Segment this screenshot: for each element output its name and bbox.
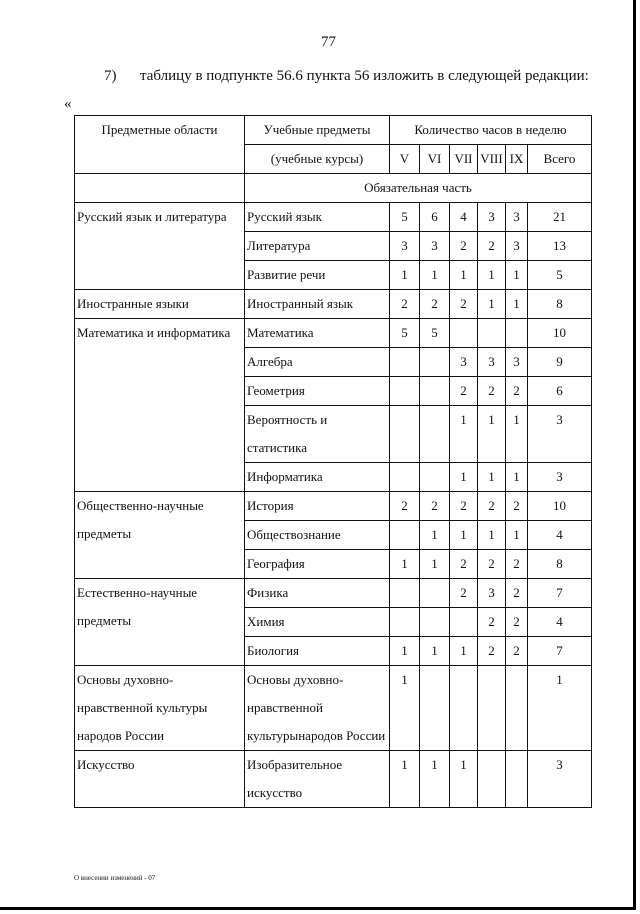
subject-cell: Геометрия [245, 377, 390, 406]
subject-cell: Русский язык [245, 203, 390, 232]
page-number: 77 [321, 34, 336, 50]
area-cell: Математика и информатика [75, 319, 245, 492]
hours-cell: 1 [420, 261, 450, 290]
hours-cell: 1 [506, 521, 528, 550]
total-cell: 1 [528, 666, 592, 751]
hours-cell: 1 [390, 637, 420, 666]
hours-cell: 2 [450, 290, 478, 319]
subject-cell: Химия [245, 608, 390, 637]
hours-cell: 5 [390, 203, 420, 232]
hours-cell [390, 348, 420, 377]
total-cell: 6 [528, 377, 592, 406]
hours-cell [390, 406, 420, 463]
total-cell: 7 [528, 579, 592, 608]
area-cell: Общественно-научные предметы [75, 492, 245, 579]
hours-cell: 3 [506, 232, 528, 261]
table-row [75, 290, 592, 319]
total-cell: 7 [528, 637, 592, 666]
hours-cell: 1 [390, 666, 420, 751]
subject-cell: Информатика [245, 463, 390, 492]
hours-cell [478, 751, 506, 808]
subject-cell: Вероятность и статистика [245, 406, 390, 463]
hours-cell: 1 [450, 521, 478, 550]
header-hours: Количество часов в неделю [390, 116, 592, 145]
intro-text: таблицу в подпункте 56.6 пункта 56 изложить в следующей редакции: [140, 68, 589, 84]
header-grade: V [390, 145, 420, 174]
hours-cell: 1 [390, 550, 420, 579]
header-total: Всего [528, 145, 592, 174]
hours-cell [506, 319, 528, 348]
hours-cell: 3 [506, 203, 528, 232]
hours-cell: 2 [390, 492, 420, 521]
total-cell: 10 [528, 319, 592, 348]
subject-cell: Математика [245, 319, 390, 348]
hours-cell: 1 [390, 751, 420, 808]
header-row-1 [75, 116, 592, 145]
header-subjects-line2: (учебные курсы) [245, 145, 390, 174]
header-grade: VI [420, 145, 450, 174]
hours-cell: 2 [506, 550, 528, 579]
hours-cell: 6 [420, 203, 450, 232]
hours-cell [420, 608, 450, 637]
hours-cell: 1 [390, 261, 420, 290]
total-cell: 10 [528, 492, 592, 521]
hours-cell: 1 [420, 550, 450, 579]
hours-cell [420, 666, 450, 751]
hours-cell [420, 463, 450, 492]
hours-cell [420, 377, 450, 406]
hours-cell: 1 [450, 463, 478, 492]
hours-cell: 3 [420, 232, 450, 261]
area-cell: Естественно-научные предметы [75, 579, 245, 666]
hours-cell: 1 [506, 463, 528, 492]
hours-cell: 2 [506, 377, 528, 406]
hours-cell: 2 [478, 608, 506, 637]
hours-cell [450, 666, 478, 751]
subject-cell: География [245, 550, 390, 579]
intro-number: 7) [104, 68, 117, 84]
hours-cell: 1 [450, 751, 478, 808]
hours-cell: 1 [506, 406, 528, 463]
header-areas: Предметные области [75, 116, 245, 174]
subject-cell: Физика [245, 579, 390, 608]
hours-cell [390, 579, 420, 608]
hours-cell: 1 [506, 290, 528, 319]
hours-cell: 2 [478, 637, 506, 666]
section-blank [75, 174, 245, 203]
hours-cell [390, 521, 420, 550]
intro-paragraph [104, 68, 589, 85]
subject-cell: История [245, 492, 390, 521]
hours-cell [450, 608, 478, 637]
hours-cell [420, 348, 450, 377]
hours-cell: 3 [506, 348, 528, 377]
hours-cell: 2 [478, 492, 506, 521]
hours-cell: 2 [450, 492, 478, 521]
hours-cell: 1 [478, 290, 506, 319]
hours-cell [478, 319, 506, 348]
hours-cell [420, 406, 450, 463]
curriculum-table [74, 115, 592, 808]
hours-cell: 1 [506, 261, 528, 290]
footer-note: О внесении изменений - 07 [74, 874, 156, 882]
header-subjects-line1: Учебные предметы [245, 116, 390, 145]
hours-cell: 2 [450, 550, 478, 579]
subject-cell: Изобразительное искусство [245, 751, 390, 808]
hours-cell [390, 608, 420, 637]
hours-cell [420, 579, 450, 608]
subject-cell: Иностранный язык [245, 290, 390, 319]
section-row [75, 174, 592, 203]
area-cell: Основы духовно-нравственной культуры народов России [75, 666, 245, 751]
subject-cell: Биология [245, 637, 390, 666]
hours-cell: 1 [420, 521, 450, 550]
table-row [75, 751, 592, 808]
subject-cell: Алгебра [245, 348, 390, 377]
header-grade: IX [506, 145, 528, 174]
hours-cell [506, 751, 528, 808]
hours-cell: 3 [478, 348, 506, 377]
total-cell: 13 [528, 232, 592, 261]
hours-cell: 1 [420, 637, 450, 666]
hours-cell: 3 [450, 348, 478, 377]
table-row [75, 492, 592, 521]
hours-cell [390, 463, 420, 492]
hours-cell: 2 [506, 492, 528, 521]
total-cell: 3 [528, 406, 592, 463]
hours-cell: 5 [390, 319, 420, 348]
hours-cell [450, 319, 478, 348]
hours-cell: 2 [450, 232, 478, 261]
hours-cell: 3 [478, 203, 506, 232]
hours-cell: 2 [478, 232, 506, 261]
header-grade: VII [450, 145, 478, 174]
hours-cell: 3 [478, 579, 506, 608]
subject-cell: Развитие речи [245, 261, 390, 290]
hours-cell: 2 [420, 492, 450, 521]
total-cell: 8 [528, 290, 592, 319]
hours-cell: 1 [478, 261, 506, 290]
hours-cell: 2 [506, 637, 528, 666]
hours-cell: 1 [450, 406, 478, 463]
hours-cell: 1 [450, 637, 478, 666]
table-row [75, 666, 592, 751]
hours-cell: 1 [478, 406, 506, 463]
area-cell: Русский язык и литература [75, 203, 245, 290]
subject-cell: Обществознание [245, 521, 390, 550]
opening-quote: « [64, 96, 72, 112]
total-cell: 3 [528, 463, 592, 492]
hours-cell: 2 [450, 377, 478, 406]
hours-cell [390, 377, 420, 406]
hours-cell: 2 [506, 608, 528, 637]
table-row [75, 319, 592, 348]
hours-cell: 2 [420, 290, 450, 319]
hours-cell: 2 [478, 550, 506, 579]
hours-cell: 3 [390, 232, 420, 261]
subject-cell: Литература [245, 232, 390, 261]
table-row [75, 203, 592, 232]
hours-cell: 4 [450, 203, 478, 232]
hours-cell: 1 [420, 751, 450, 808]
hours-cell: 2 [506, 579, 528, 608]
subject-cell: Основы духовно-нравственной культурынародов России [245, 666, 390, 751]
header-grade: VIII [478, 145, 506, 174]
total-cell: 5 [528, 261, 592, 290]
hours-cell: 1 [478, 463, 506, 492]
hours-cell: 2 [478, 377, 506, 406]
hours-cell: 1 [450, 261, 478, 290]
hours-cell: 2 [390, 290, 420, 319]
area-cell: Искусство [75, 751, 245, 808]
hours-cell [506, 666, 528, 751]
hours-cell: 1 [478, 521, 506, 550]
total-cell: 8 [528, 550, 592, 579]
table-row [75, 579, 592, 608]
area-cell: Иностранные языки [75, 290, 245, 319]
section-title: Обязательная часть [245, 174, 592, 203]
total-cell: 4 [528, 521, 592, 550]
total-cell: 9 [528, 348, 592, 377]
total-cell: 21 [528, 203, 592, 232]
hours-cell: 5 [420, 319, 450, 348]
hours-cell [478, 666, 506, 751]
hours-cell: 2 [450, 579, 478, 608]
total-cell: 3 [528, 751, 592, 808]
total-cell: 4 [528, 608, 592, 637]
